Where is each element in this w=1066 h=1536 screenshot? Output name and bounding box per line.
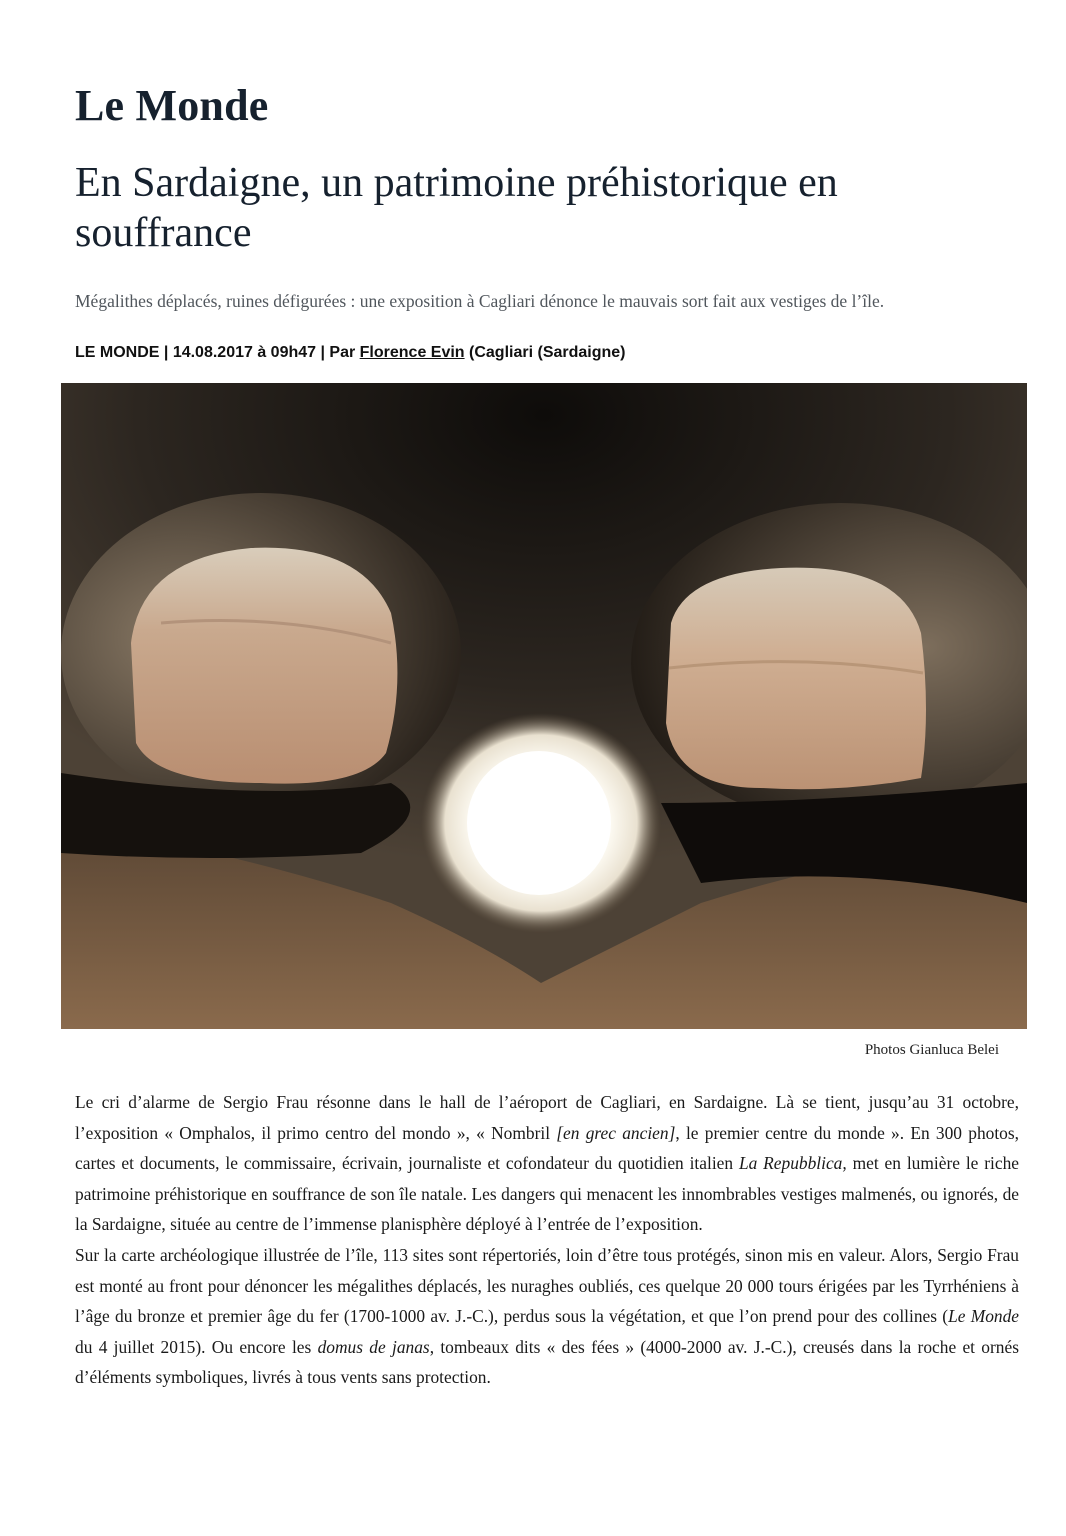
article-body xyxy=(75,1087,1019,1393)
paragraph-2-italic-a: Le Monde xyxy=(948,1306,1019,1327)
paragraph-2 xyxy=(75,1240,1019,1393)
paragraph-2-text-b: du 4 juillet 2015). Ou encore les xyxy=(75,1336,318,1357)
article-byline xyxy=(75,344,626,362)
paragraph-1 xyxy=(75,1087,1019,1240)
paragraph-1-text-b: , le premier centre du monde ». En 300 photos, cartes et documents, le commissaire, écrivain, journaliste et cofondateur du quotidien italien xyxy=(75,1122,1019,1174)
byline-suffix: (Cagliari (Sardaigne) xyxy=(464,344,626,361)
paragraph-2-text-c: , tombeaux dits « des fées » (4000-2000 av. J.-C.), creusés dans la roche et ornés d’éléments symboliques, livrés à tous vents sans protection. xyxy=(75,1336,1019,1388)
brand-logo[interactable]: Le Monde xyxy=(75,81,269,130)
paragraph-1-italic-a: [en grec ancien] xyxy=(556,1122,676,1143)
article-lede: Mégalithes déplacés, ruines défigurées : une exposition à Cagliari dénonce le mauvais sort fait aux vestiges de l’île. xyxy=(75,291,885,311)
paragraph-1-text-c: met en lumière le riche patrimoine préhistorique en souffrance de son île natale. Les dangers qui menacent les innombrables vestiges malmenés, ou ignorés, de la Sardaigne, située au centre de l’immense planisphère déployé à l’entrée de l’exposition. xyxy=(75,1153,1020,1235)
byline-prefix: LE MONDE | 14.08.2017 à 09h47 | Par xyxy=(75,344,360,361)
author-link[interactable]: Florence Evin xyxy=(359,344,465,361)
paragraph-1-italic-b: La Repubblica, xyxy=(738,1153,847,1174)
photo-credit: Photos Gianluca Belei xyxy=(864,1042,999,1058)
paragraph-1-text-a: Le cri d’alarme de Sergio Frau résonne dans le hall de l’aéroport de Cagliari, en Sardaigne. Là se tient, jusqu’au 31 octobre, l’exposition « Omphalos, il primo centro del mondo », « Nombril xyxy=(75,1092,1019,1143)
paragraph-2-text-a: Sur la carte archéologique illustrée de l’île, 113 sites sont répertoriés, loin d’être tous protégés, sinon mis en valeur. Alors, Sergio Frau est monté au front pour dénoncer les mégalithes déplacés, les nuraghes oubliés, ces quelque 20 000 tours érigées par les Tyrrhéniens à l’âge du bronze et premier âge du fer (1700-1000 av. J.-C.), perdus sous la végétation, et que l’on prend pour des collines ( xyxy=(75,1244,1019,1327)
article-photo xyxy=(61,383,1027,1029)
article-headline: En Sardaigne, un patrimoine préhistorique en souffrance xyxy=(75,160,838,256)
paragraph-2-italic-b: domus de janas xyxy=(317,1336,430,1357)
cave-photo-illustration xyxy=(61,383,1027,1029)
